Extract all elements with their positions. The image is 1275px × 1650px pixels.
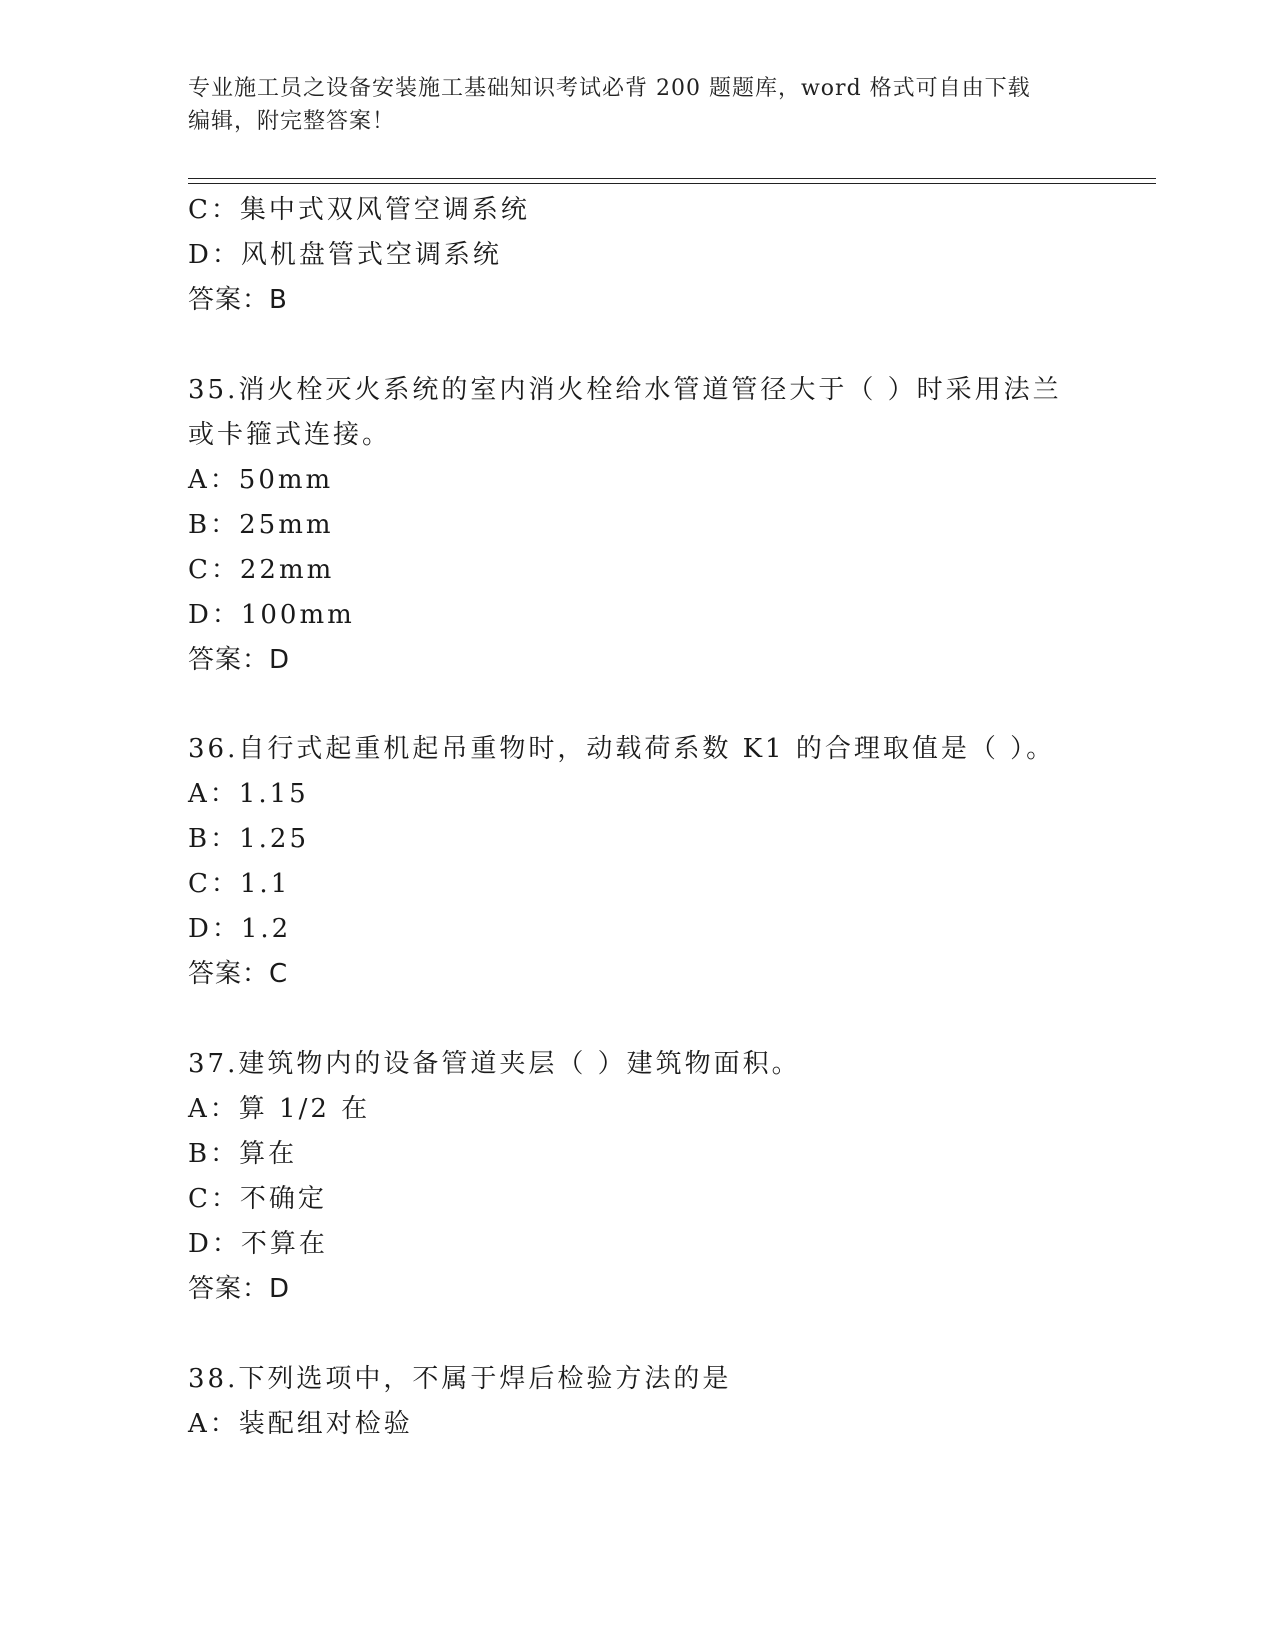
q38-option-a: A：装配组对检验 (188, 1409, 413, 1439)
q35-option-a: A：50mm (188, 465, 334, 495)
q37-answer: 答案：D (188, 1274, 291, 1304)
header-title-line-1: 专业施工员之设备安装施工基础知识考试必背 200 题题库，word 格式可自由下载 (188, 76, 1031, 101)
q37-option-a: A：算 1/2 在 (188, 1094, 371, 1124)
q36-option-d: D：1.2 (188, 914, 292, 944)
q35-stem-line-1: 35.消火栓灭火系统的室内消火栓给水管道管径大于（ ）时采用法兰 (188, 375, 1062, 405)
q36-answer: 答案：C (188, 959, 289, 989)
header-divider-bottom (188, 183, 1156, 184)
q37-option-b: B：算在 (188, 1139, 298, 1169)
q37-option-d: D：不算在 (188, 1229, 328, 1259)
q35-option-c: C：22mm (188, 555, 335, 585)
q36-stem: 36.自行式起重机起吊重物时，动载荷系数 K1 的合理取值是（ ）。 (188, 734, 1056, 764)
q36-option-c: C：1.1 (188, 869, 291, 899)
q34-option-c: C：集中式双风管空调系统 (188, 195, 530, 225)
header-divider-top (188, 178, 1156, 179)
q35-option-d: D：100mm (188, 600, 355, 630)
q37-option-c: C：不确定 (188, 1184, 327, 1214)
document-header (188, 72, 1068, 138)
q36-option-a: A：1.15 (188, 779, 309, 809)
q34-answer: 答案：B (188, 285, 288, 315)
q35-answer: 答案：D (188, 645, 291, 675)
q34-option-d: D：风机盘管式空调系统 (188, 240, 502, 270)
q37-stem: 37.建筑物内的设备管道夹层（ ）建筑物面积。 (188, 1049, 801, 1079)
q35-stem-line-2: 或卡箍式连接。 (188, 420, 392, 450)
q35-option-b: B：25mm (188, 510, 334, 540)
q36-option-b: B：1.25 (188, 824, 309, 854)
header-title-line-2: 编辑，附完整答案！ (188, 109, 396, 134)
q38-stem: 38.下列选项中，不属于焊后检验方法的是 (188, 1364, 732, 1394)
